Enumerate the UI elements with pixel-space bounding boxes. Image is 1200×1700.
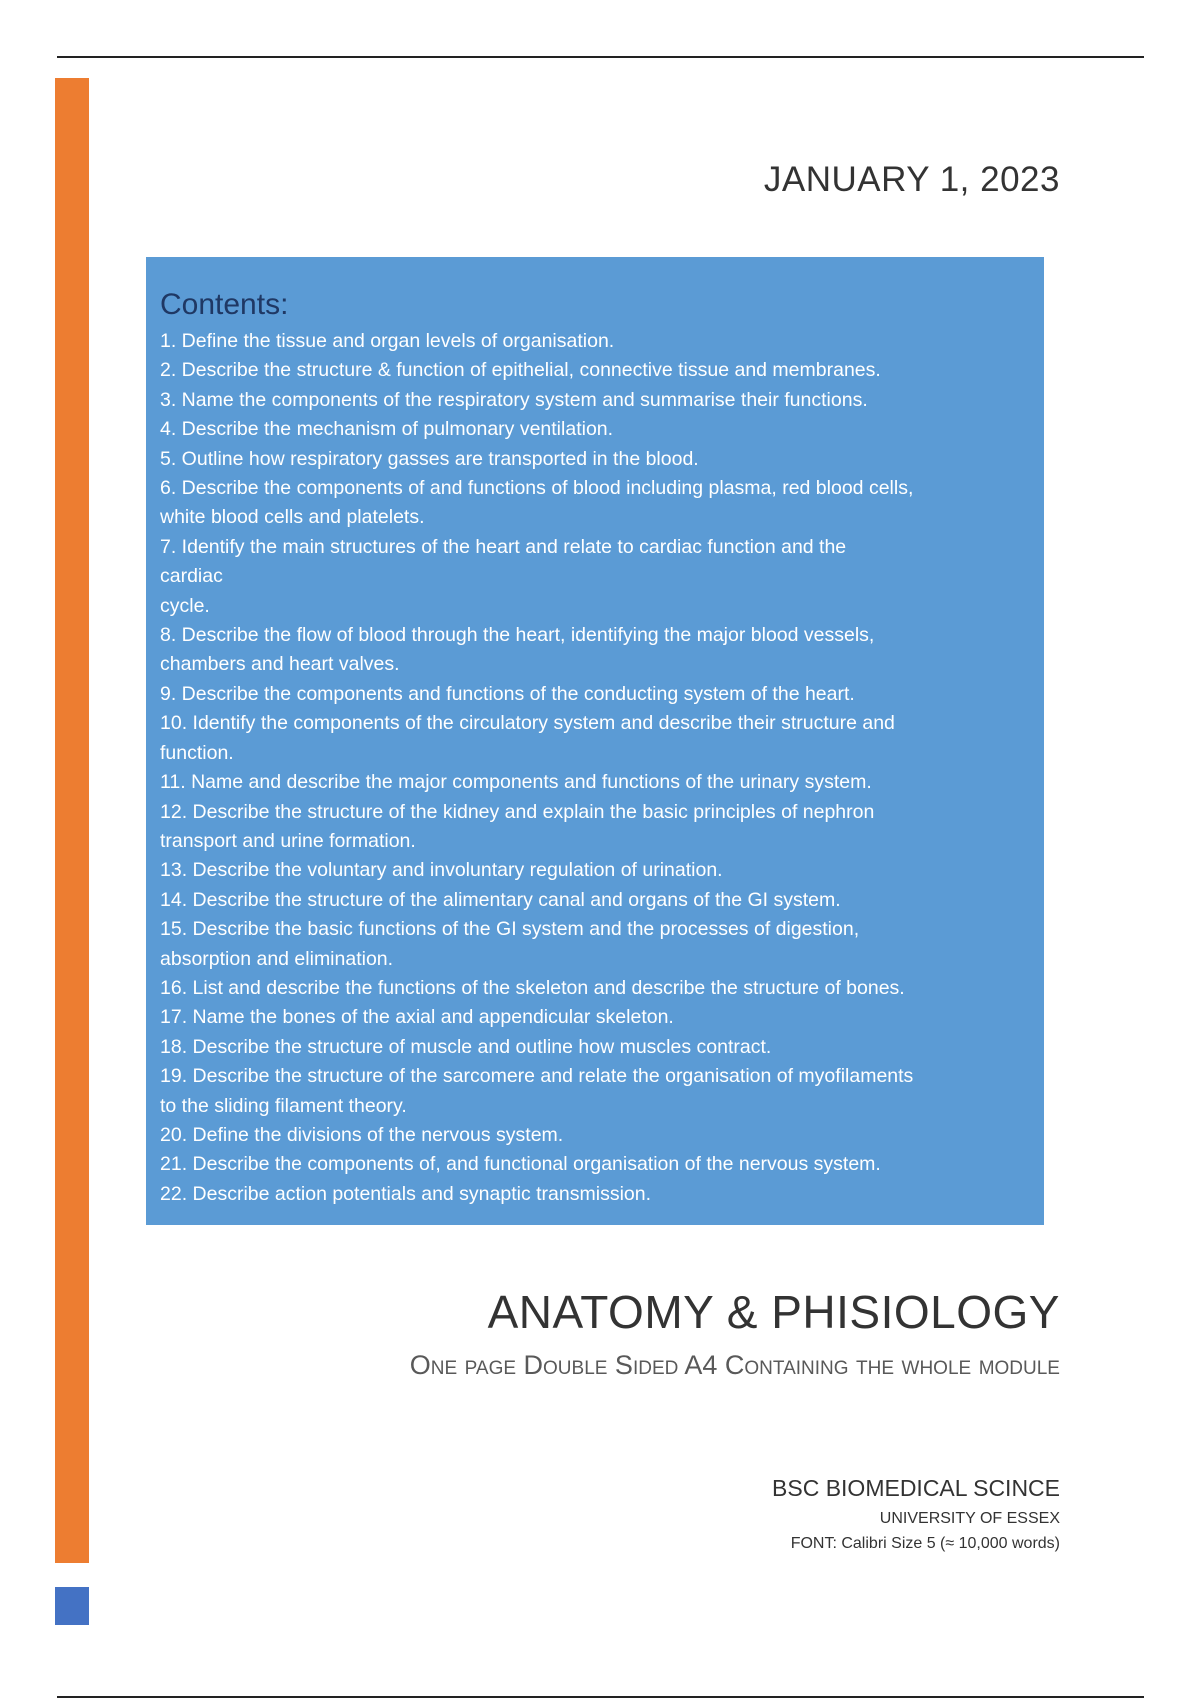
contents-item: 3. Name the components of the respiratory system and summarise their functions.	[160, 388, 868, 411]
contents-item: 6. Describe the components of and functions of blood including plasma, red blood cells, white blood cells and platelets.	[160, 477, 914, 529]
contents-list	[160, 327, 1030, 1209]
top-rule	[57, 56, 1144, 58]
contents-item: 16. List and describe the functions of the skeleton and describe the structure of bones.	[160, 976, 905, 999]
contents-item: 11. Name and describe the major components and functions of the urinary system.	[160, 771, 872, 794]
contents-item: 22. Describe action potentials and synaptic transmission.	[160, 1182, 652, 1205]
document-title: ANATOMY & PHISIOLOGY	[487, 1286, 1060, 1338]
orange-accent-bar	[55, 78, 89, 1563]
contents-item: 17. Name the bones of the axial and appendicular skeleton.	[160, 1006, 674, 1029]
contents-heading: Contents:	[160, 288, 289, 321]
contents-item: 12. Describe the structure of the kidney and explain the basic principles of nephron transport and urine formation.	[160, 800, 875, 852]
contents-item: 21. Describe the components of, and functional organisation of the nervous system.	[160, 1153, 881, 1176]
contents-item: 15. Describe the basic functions of the GI system and the processes of digestion, absorption and elimination.	[160, 918, 860, 970]
university-name: UNIVERSITY OF ESSEX	[879, 1510, 1060, 1527]
contents-item: 1. Define the tissue and organ levels of organisation.	[160, 330, 615, 352]
contents-item: 20. Define the divisions of the nervous system.	[160, 1123, 564, 1146]
contents-item: 4. Describe the mechanism of pulmonary ventilation.	[160, 418, 614, 441]
contents-item: 2. Describe the structure & function of epithelial, connective tissue and membranes.	[160, 359, 881, 382]
contents-item: 10. Identify the components of the circulatory system and describe their structure and function.	[160, 712, 895, 764]
degree-name: BSC BIOMEDICAL SCINCE	[772, 1475, 1060, 1501]
contents-box	[146, 257, 1044, 1225]
contents-item: 5. Outline how respiratory gasses are transported in the blood.	[160, 447, 699, 470]
contents-item: 13. Describe the voluntary and involuntary regulation of urination.	[160, 859, 723, 882]
contents-item: 19. Describe the structure of the sarcomere and relate the organisation of myofilaments to the sliding filament theory.	[160, 1065, 914, 1117]
blue-accent-square	[55, 1587, 89, 1625]
font-note: FONT: Calibri Size 5 (≈ 10,000 words)	[790, 1535, 1060, 1552]
bottom-rule	[57, 1696, 1144, 1698]
contents-item: 14. Describe the structure of the alimentary canal and organs of the GI system.	[160, 888, 841, 911]
document-subtitle: One page Double Sided A4 Containing the whole module	[409, 1350, 1060, 1380]
contents-item: 7. Identify the main structures of the heart and relate to cardiac function and the cardiac cycle.	[160, 535, 847, 617]
contents-item: 8. Describe the flow of blood through the heart, identifying the major blood vessels, chambers and heart valves.	[160, 624, 875, 676]
document-date: JANUARY 1, 2023	[763, 160, 1060, 199]
contents-item: 9. Describe the components and functions of the conducting system of the heart.	[160, 682, 855, 705]
contents-item: 18. Describe the structure of muscle and outline how muscles contract.	[160, 1035, 772, 1058]
